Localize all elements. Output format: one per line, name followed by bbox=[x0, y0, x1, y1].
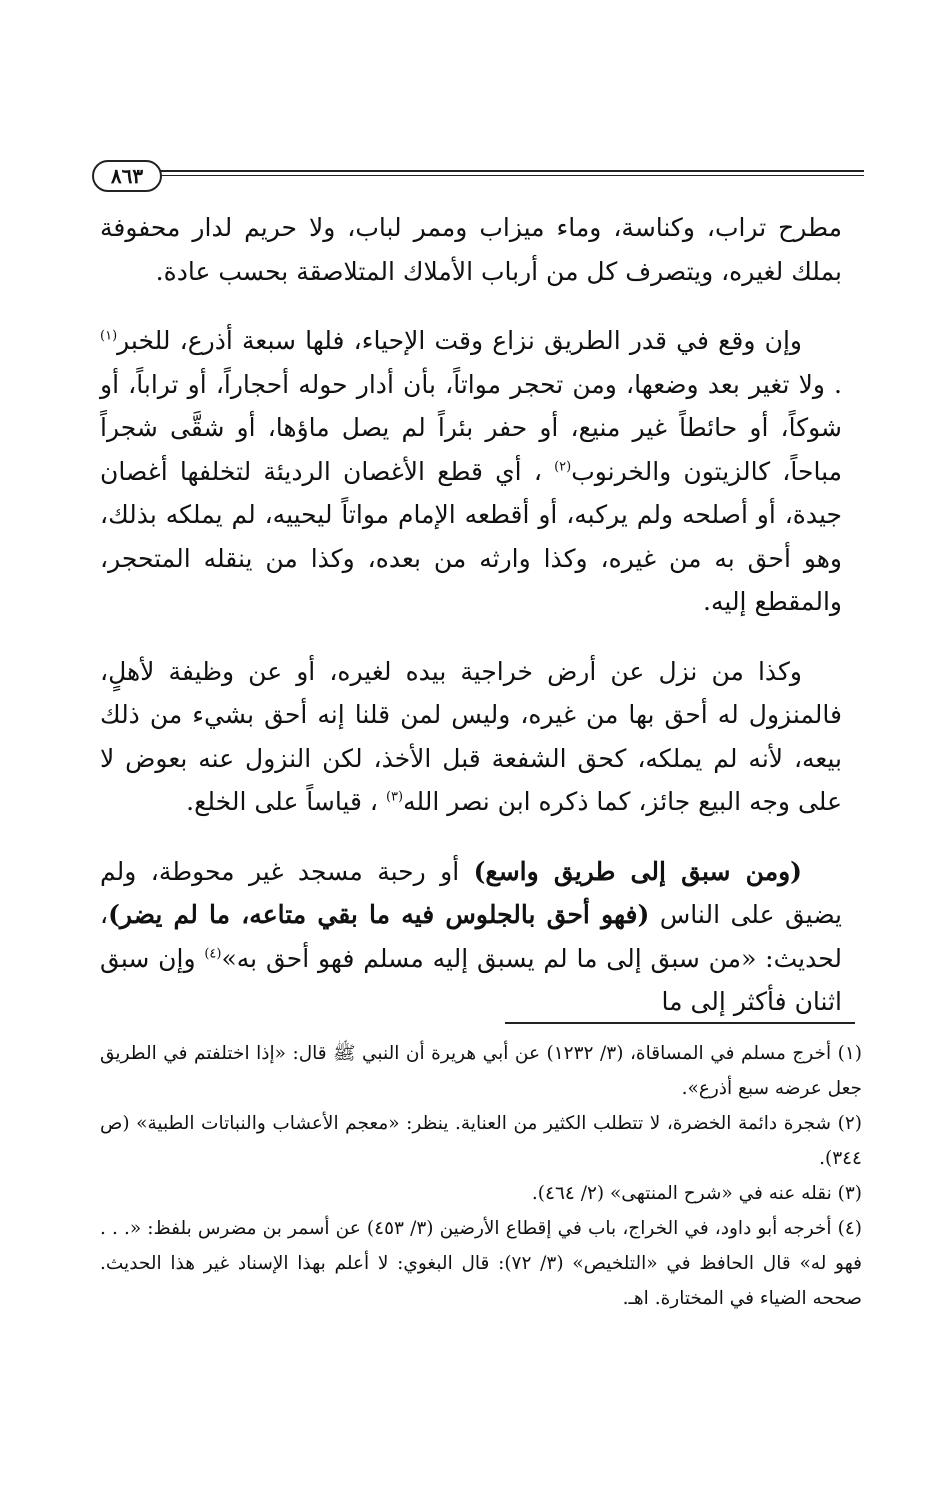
paragraph-2-text-c: ، أي قطع الأغصان الرديئة لتخلفها أغصان جيدة، أو أصلحه ولم يركبه، أو أقطعه الإمام مواتاً ليحييه، لم يملكه بذلك، وهو أحق به من غيره، وكذا وارثه من بعده، وكذا من ينقله المتحجر، والمقطع إليه. bbox=[100, 456, 842, 616]
paragraph-2 bbox=[100, 319, 842, 624]
paragraph-1-text: مطرح تراب، وكناسة، وماء ميزاب وممر لباب، ولا حريم لدار محفوفة بملك لغيره، ويتصرف كل من أرباب الأملاك المتلاصقة بحسب عادة. bbox=[100, 213, 842, 286]
paragraph-1 bbox=[100, 206, 842, 293]
main-text bbox=[100, 206, 842, 1024]
paragraph-2-text-a: وإن وقع في قدر الطريق نزاع وقت الإحياء، فلها سبعة أذرع، للخبر bbox=[117, 326, 802, 355]
paragraph-4-text-a: أو رحبة مسجد غير محوطة، ولم يضيق على الناس bbox=[100, 856, 842, 929]
paragraph-4 bbox=[100, 850, 842, 1024]
paragraph-3 bbox=[100, 650, 842, 824]
paragraph-2-text-b: . ولا تغير بعد وضعها، ومن تحجر مواتاً، بأن أدار حوله أحجاراً، أو تراباً، أو شوكاً، أو حائطاً غير منيع، أو حفر بئراً لم يصل ماؤها، أو شقَّى شجراً مباحاً، كالزيتون والخرنوب bbox=[100, 369, 842, 486]
footnote-4: (٤) أخرجه أبو داود، في الخراج، باب في إقطاع الأرضين (٣/ ٤٥٣) عن أسمر بن مضرس بلفظ: «. . . فهو له» قال الحافظ في «التلخيص» (٣/ ٧٢): قال البغوي: لا أعلم بهذا الإسناد غير هذا الحديث. صححه الضياء في المختارة. اهـ. bbox=[100, 1218, 862, 1309]
paragraph-3-text-b: ، قياساً على الخلع. bbox=[186, 787, 386, 816]
paragraph-4-text-c: وإن سبق اثنان فأكثر إلى ما bbox=[100, 943, 842, 1016]
footnote-3: (٣) نقله عنه في «شرح المنتهى» (٢/ ٤٦٤). bbox=[531, 1183, 862, 1204]
footnotes bbox=[100, 1036, 862, 1316]
footnote-ref-1[interactable]: (١) bbox=[100, 328, 118, 344]
footnote-divider bbox=[505, 1022, 855, 1024]
paragraph-4-text-b: ، لحديث: «من سبق إلى ما لم يسبق إليه مسلم فهو أحق به» bbox=[100, 900, 842, 973]
footnote-ref-4[interactable]: (٤) bbox=[204, 946, 222, 962]
paragraph-3-text-a: وكذا من نزل عن أرض خراجية بيده لغيره، أو عن وظيفة لأهلٍ، فالمنزول له أحق بها من غيره، وليس لمن قلنا إنه أحق بشيء من ذلك بيعه، لأنه لم يملكه، كحق الشفعة قبل الأخذ، لكن النزول عنه بعوض لا على وجه البيع جائز، كما ذكره ابن نصر الله bbox=[100, 656, 842, 816]
matn-phrase-2: (فهو أحق بالجلوس فيه ما بقي متاعه، ما لم يضر) bbox=[108, 900, 650, 929]
page-number: ٨٦٣ bbox=[92, 160, 162, 192]
header-rule bbox=[152, 170, 864, 172]
matn-phrase-1: (ومن سبق إلى طريق واسع) bbox=[473, 856, 802, 886]
footnote-ref-3[interactable]: (٣) bbox=[385, 789, 404, 805]
footnote-2: (٢) شجرة دائمة الخضرة، لا تتطلب الكثير من العناية. ينظر: «معجم الأعشاب والنباتات الطبية» (ص ٣٤٤). bbox=[100, 1113, 862, 1169]
footnote-ref-2[interactable]: (٢) bbox=[554, 459, 572, 475]
footnote-1: (١) أخرج مسلم في المساقاة، (٣/ ١٢٣٢) عن أبي هريرة أن النبي ﷺ قال: «إذا اختلفتم في الطريق جعل عرضه سبع أذرع». bbox=[100, 1043, 862, 1099]
page-header bbox=[92, 160, 864, 194]
header-rule-thin bbox=[152, 175, 864, 176]
